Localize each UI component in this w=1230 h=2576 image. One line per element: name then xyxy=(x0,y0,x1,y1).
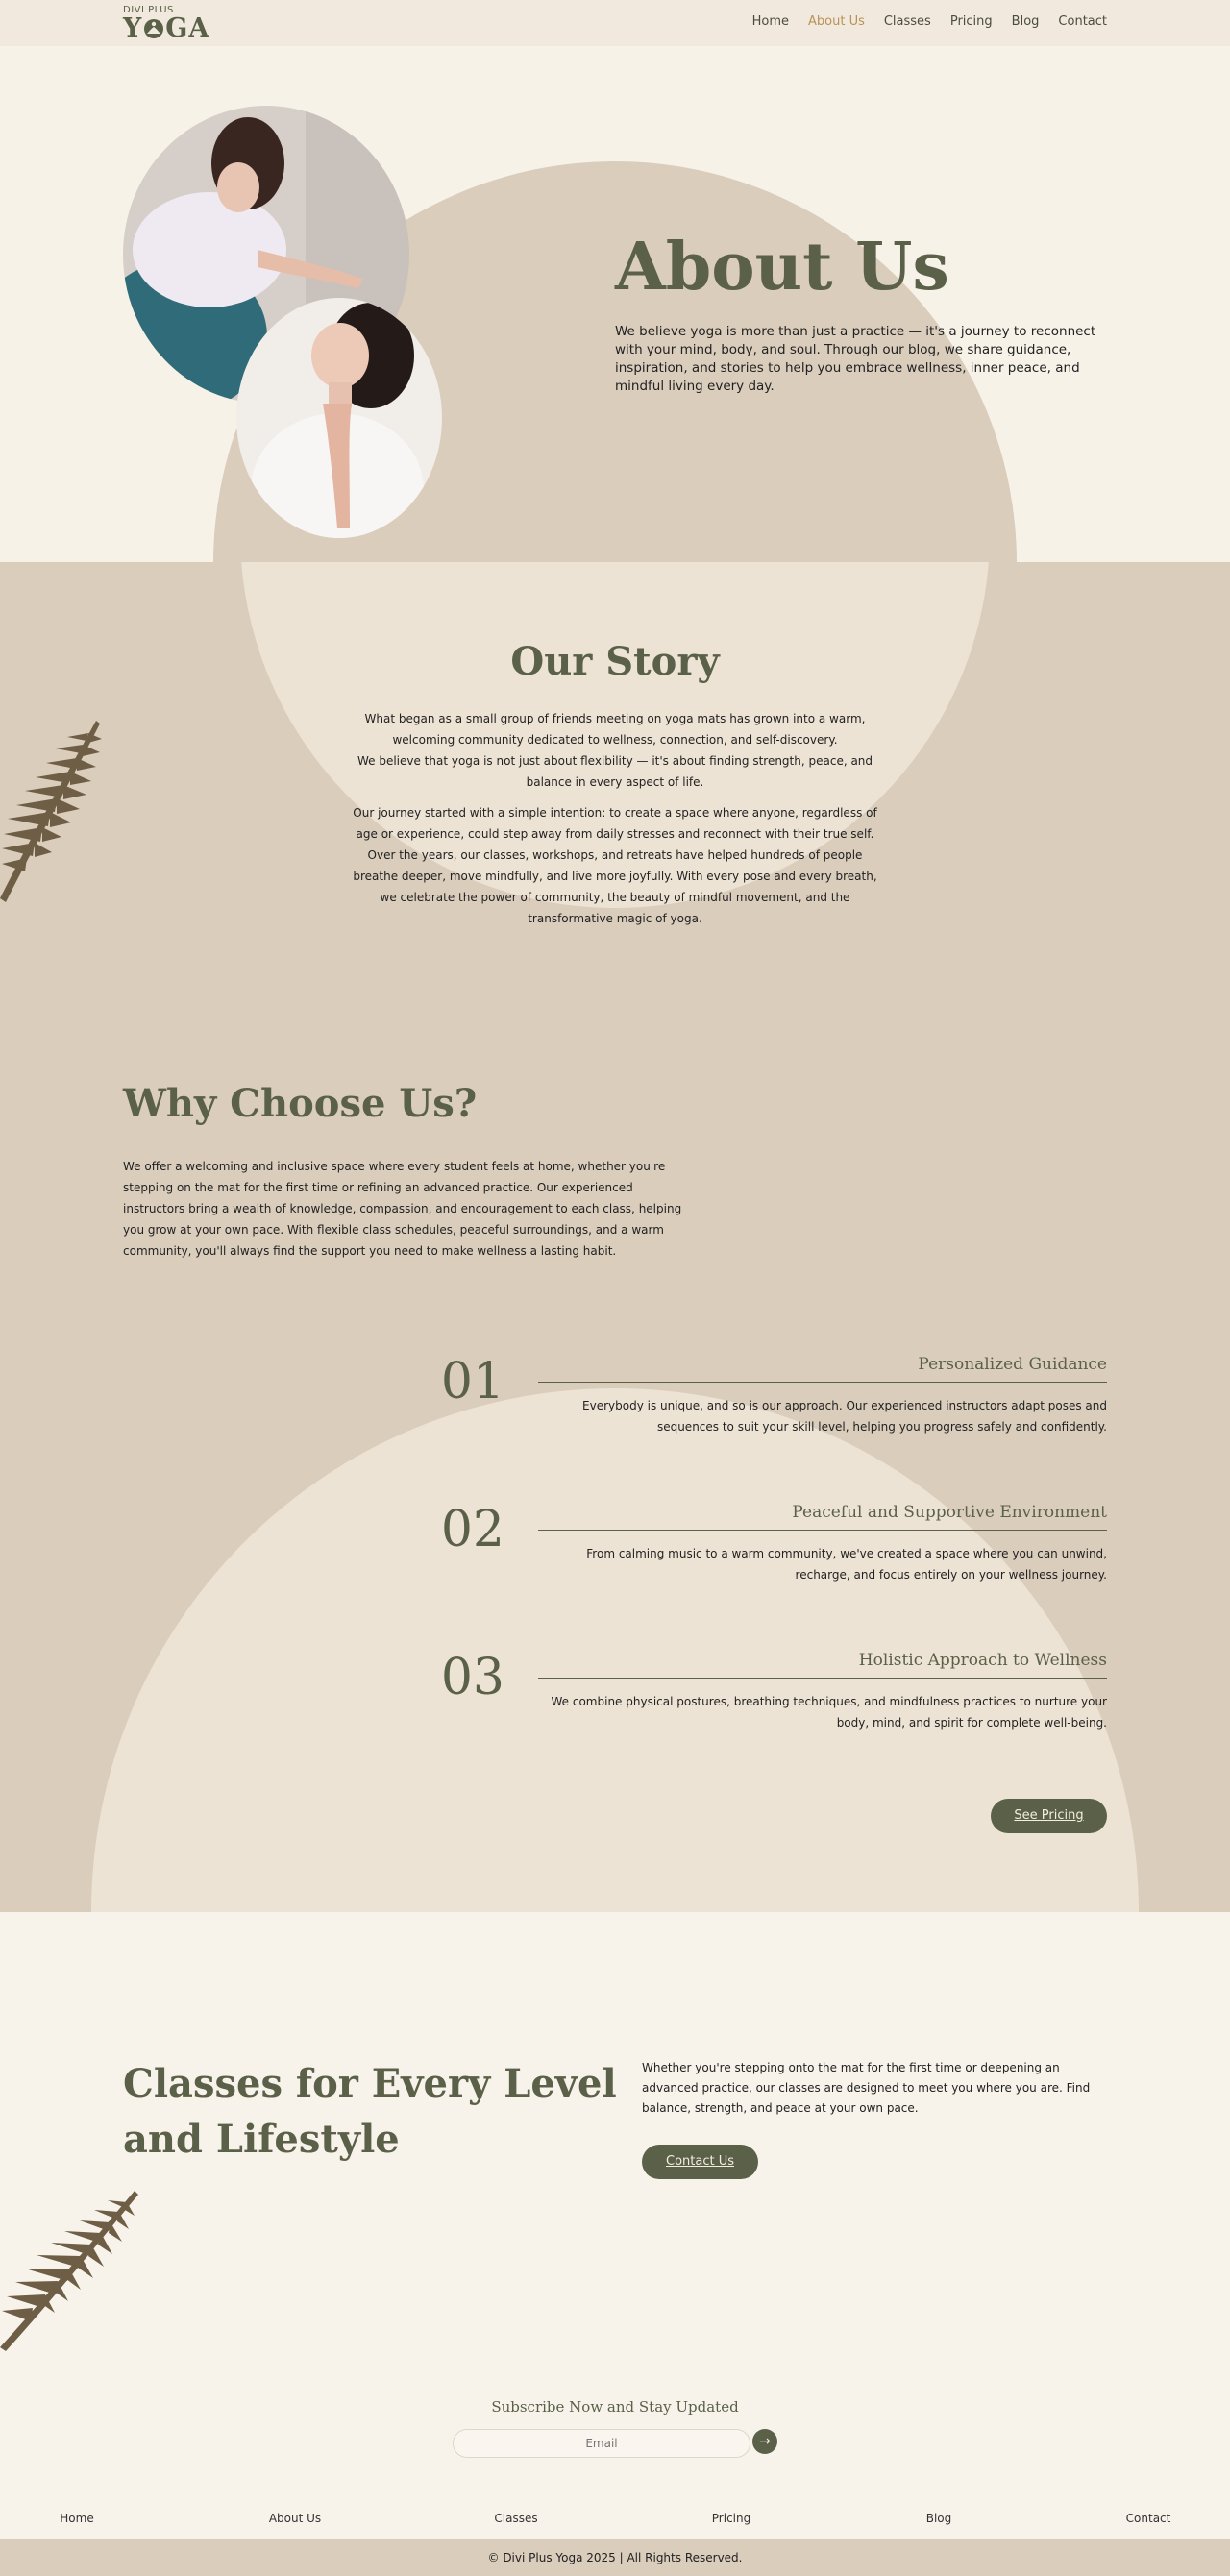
feature-title: Holistic Approach to Wellness xyxy=(858,1651,1107,1670)
feature-description: Everybody is unique, and so is our approach. Our experienced instructors adapt poses and sequences to suit your skill level, helping you progress safely and confidently. xyxy=(582,1399,1107,1434)
feature-description: We combine physical postures, breathing techniques, and mindfulness practices to nurture your body, mind, and spirit for complete well-being. xyxy=(551,1695,1107,1730)
feature-number: 01 xyxy=(440,1353,504,1411)
why-description: We offer a welcoming and inclusive space where every student feels at home, whether you're stepping on the mat for the first time or refining an advanced practice. Our experienced instructors bring a wealth of knowledge, compassion, and encouragement to each class, helping you grow at your own pace. With flexible class schedules, peaceful surroundings, and a warm community, you'll always find the support you need to make wellness a lasting habit. xyxy=(123,1160,682,1258)
story-paragraph-2: Our journey started with a simple intention: to create a space where anyone, regardless of age or experience, could step away from daily stresses and reconnect with their true self. Over the years, our classes, workshops, and retreats have helped hundreds of people breathe deeper, move mindfully, and live more joyfully. With every pose and every breath, we celebrate the power of community, the beauty of mindful movement, and the transformative magic of yoga. xyxy=(353,806,877,925)
email-input[interactable] xyxy=(453,2429,750,2458)
feature-title: Peaceful and Supportive Environment xyxy=(792,1503,1107,1522)
main-nav xyxy=(752,14,1107,29)
logo-top-text: DIVI PLUS xyxy=(123,5,174,15)
footer-nav-home[interactable]: Home xyxy=(60,2512,94,2525)
feature-description: From calming music to a warm community, we've created a space where you can unwind, recharge, and focus entirely on your wellness journey. xyxy=(586,1547,1107,1582)
see-pricing-button[interactable]: See Pricing xyxy=(991,1799,1107,1833)
footer-nav-pricing[interactable]: Pricing xyxy=(711,2512,751,2525)
hero-section xyxy=(0,46,1230,562)
fern-leaf-icon xyxy=(0,2189,139,2352)
story-paragraph-1: What began as a small group of friends meeting on yoga mats has grown into a warm, welcoming community dedicated to wellness, connection, and self-discovery. xyxy=(364,712,866,747)
feature-number: 03 xyxy=(440,1649,504,1706)
nav-contact[interactable]: Contact xyxy=(1058,14,1107,29)
feature-divider xyxy=(538,1382,1107,1383)
nav-about-us[interactable]: About Us xyxy=(808,14,865,29)
classes-description: Whether you're stepping onto the mat for the first time or deepening an advanced practice, our classes are designed to meet you where you are. Find balance, strength, and peace at your own pace. xyxy=(642,2061,1091,2115)
footer-nav-classes[interactable]: Classes xyxy=(494,2512,538,2525)
nav-blog[interactable]: Blog xyxy=(1011,14,1040,29)
feature-divider xyxy=(538,1678,1107,1679)
copyright-bar: © Divi Plus Yoga 2025 | All Rights Reserved. xyxy=(0,2539,1230,2576)
classes-title: Classes for Every Level and Lifestyle xyxy=(123,2061,617,2162)
nav-classes[interactable]: Classes xyxy=(883,14,931,29)
footer-nav-about-us[interactable]: About Us xyxy=(268,2512,322,2525)
logo[interactable] xyxy=(123,5,209,42)
fern-leaf-icon xyxy=(0,716,106,908)
site-header xyxy=(0,0,1230,46)
nav-pricing[interactable]: Pricing xyxy=(949,14,993,29)
contact-us-button[interactable]: Contact Us xyxy=(642,2145,758,2179)
why-title: Why Choose Us? xyxy=(123,1081,478,1126)
logo-letter-y: Y xyxy=(123,13,143,43)
story-section xyxy=(0,562,1230,1912)
footer-nav-contact[interactable]: Contact xyxy=(1125,2512,1171,2525)
story-title: Our Story xyxy=(510,639,720,684)
subscribe-title: Subscribe Now and Stay Updated xyxy=(491,2398,739,2416)
logo-letters-ga: GA xyxy=(165,13,210,43)
feature-divider xyxy=(538,1530,1107,1531)
meditation-lotus-icon xyxy=(143,18,164,39)
hero-description: We believe yoga is more than just a practice — it's a journey to reconnect with your mind, body, and soul. Through our blog, we share guidance, inspiration, and stories to help you embrace wellness, inner peace, and mindful living every day. xyxy=(615,324,1096,394)
footer-nav xyxy=(0,2512,1230,2531)
story-text xyxy=(346,708,884,929)
nav-home[interactable]: Home xyxy=(751,14,789,29)
story-paragraph-1b: We believe that yoga is not just about flexibility — it's about finding strength, peace, and balance in every aspect of life. xyxy=(357,754,873,789)
feature-title: Personalized Guidance xyxy=(918,1355,1107,1374)
feature-number: 02 xyxy=(440,1501,504,1558)
footer-nav-blog[interactable]: Blog xyxy=(925,2512,952,2525)
yoga-photo-namaste xyxy=(236,298,442,538)
subscribe-submit-button[interactable]: → xyxy=(752,2429,777,2454)
page-title: About Us xyxy=(615,229,949,306)
